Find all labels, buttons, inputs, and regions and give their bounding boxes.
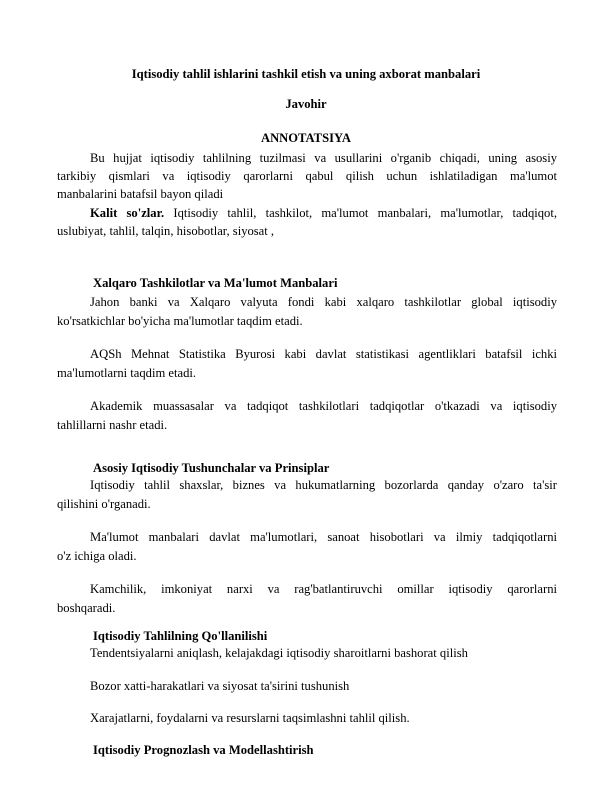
- section2-p2-line-2: o'z ichiga oladi.: [57, 549, 137, 563]
- section-heading-forecasting: Iqtisodiy Prognozlash va Modellashtirish: [93, 743, 314, 757]
- section1-p3-line-1: Akademik muassasalar va tadqiqot tashkilotlari tadqiqotlar o'tkazadi va iqtisodiy: [90, 399, 557, 413]
- section3-p2: Bozor xatti-harakatlari va siyosat ta'sirini tushunish: [90, 679, 350, 693]
- section2-p3-line-1: Kamchilik, imkoniyat narxi va rag'batlantiruvchi omillar iqtisodiy qarorlarni: [90, 582, 557, 596]
- document-title: Iqtisodiy tahlil ishlarini tashkil etish va uning axborat manbalari: [131, 67, 481, 81]
- section1-p2-line-1: AQSh Mehnat Statistika Byurosi kabi davlat statistikasi agentliklari batafsil ichki: [90, 347, 557, 361]
- abstract-line-3: manbalarini batafsil bayon qiladi: [57, 187, 224, 201]
- abstract-line-2: tarkibiy qismlari va iqtisodiy qarorlarni qabul qilish uchun ishlatiladigan ma'lumot: [57, 169, 557, 183]
- section2-p1-line-1: Iqtisodiy tahlil shaxslar, biznes va hukumatlarning bozorlarda qanday o'zaro ta'sir: [90, 478, 557, 492]
- keywords-text: Iqtisodiy tahlil, tashkilot, ma'lumot manbalari, ma'lumotlar, tadqiqot,: [164, 206, 557, 220]
- section1-p1-line-2: ko'rsatkichlar bo'yicha ma'lumotlar taqdim etadi.: [57, 314, 303, 328]
- abstract-line-1: Bu hujjat iqtisodiy tahlilning tuzilmasi va usullarini o'rganib chiqadi, uning asosiy: [90, 151, 557, 165]
- section1-p3-line-2: tahlillarni nashr etadi.: [57, 418, 168, 432]
- annotation-heading: ANNOTATSIYA: [260, 131, 352, 145]
- keywords-label: Kalit so'zlar.: [90, 206, 165, 220]
- section2-p3-line-2: boshqaradi.: [57, 601, 116, 615]
- keywords-line-2: uslubiyat, tahlil, talqin, hisobotlar, siyosat ,: [57, 224, 275, 238]
- section1-p1-line-1: Jahon banki va Xalqaro valyuta fondi kabi xalqaro tashkilotlar global iqtisodiy: [90, 295, 557, 309]
- keywords-line-1: [90, 205, 557, 221]
- author-name: Javohir: [285, 97, 327, 111]
- section1-p2-line-2: ma'lumotlarni taqdim etadi.: [57, 366, 197, 380]
- section-heading-concepts: Asosiy Iqtisodiy Tushunchalar va Prinsiplar: [93, 461, 330, 475]
- section2-p2-line-1: Ma'lumot manbalari davlat ma'lumotlari, sanoat hisobotlari va ilmiy tadqiqotlarni: [90, 530, 557, 544]
- section3-p3: Xarajatlarni, foydalarni va resurslarni taqsimlashni tahlil qilish.: [90, 711, 410, 725]
- section-heading-applications: Iqtisodiy Tahlilning Qo'llanilishi: [93, 629, 268, 643]
- section2-p1-line-2: qilishini o'rganadi.: [57, 497, 151, 511]
- section3-p1: Tendentsiyalarni aniqlash, kelajakdagi iqtisodiy sharoitlarni bashorat qilish: [90, 646, 468, 660]
- section-heading-international: Xalqaro Tashkilotlar va Ma'lumot Manbalari: [93, 276, 338, 290]
